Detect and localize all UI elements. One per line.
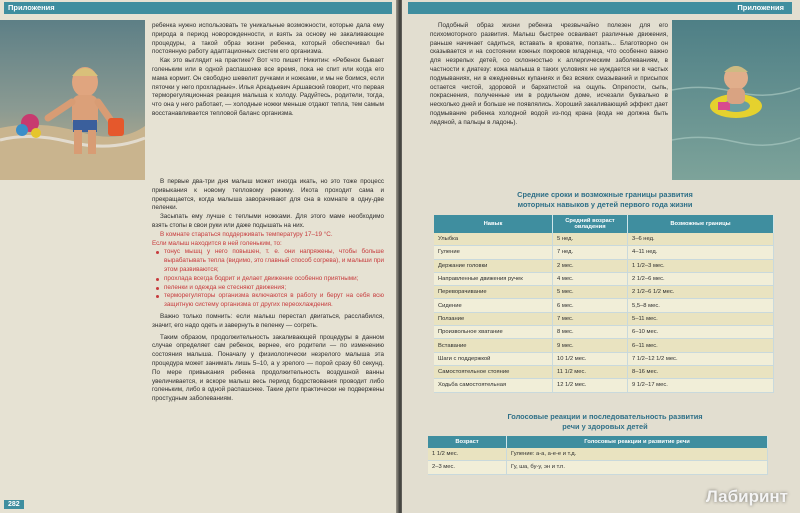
table-cell: 2 1/2–6 1/2 мес. xyxy=(628,286,774,299)
red-note: Если малыш находится в ней голеньким, то: xyxy=(152,239,282,247)
left-page xyxy=(0,0,398,513)
table-cell: Ползание xyxy=(434,312,553,325)
right-text-top xyxy=(430,22,668,128)
table-row xyxy=(434,272,774,285)
table-cell: Направленные движения ручек xyxy=(434,272,553,285)
left-text-middle xyxy=(152,178,384,404)
child-beach-photo xyxy=(0,20,145,180)
table2-body xyxy=(428,448,768,474)
table-cell: Вставание xyxy=(434,339,553,352)
table-cell: 8–16 мес. xyxy=(628,365,774,378)
paragraph: Важно только помнить: если малыш перестал двигаться, расслабился, значит, его надо одеть и завернуть в пеленку — согреть. xyxy=(152,312,384,329)
table-cell: 9 1/2–17 мес. xyxy=(628,379,774,392)
right-page xyxy=(402,0,800,513)
table-cell: 5 мес. xyxy=(553,286,628,299)
column-header: Навык xyxy=(434,215,553,233)
table-row xyxy=(434,365,774,378)
table-cell: 7 нед. xyxy=(553,246,628,259)
child-water-photo xyxy=(672,20,800,180)
table-cell: 3–6 нед. xyxy=(628,233,774,246)
table-row xyxy=(434,312,774,325)
paragraph: Засыпать ему лучше с теплыми ножками. Для этого маме необходимо взять стопы в свои руки или даже подышать на них. xyxy=(152,213,384,229)
paragraph: Таким образом, продолжительность закаливающей процедуры в данном случае определяет сам ребенок, вернее, его родители — по изменению состояния малыша. Поначалу у физиологически незрелого малыша эта процедура может занимать лишь 5–10, а у зрелого — порой сразу 60 секунд. По мере привыкания ребенка продолжительность воздушной ванны увеличивается, и вскоре малыш весь период бодрствования проводит либо голеньким, либо в одной распашонке. Такие дети практически не подвержены простудным заболеваниям. xyxy=(152,333,384,403)
column-header: Голосовые реакции и развитие речи xyxy=(507,436,768,448)
column-header: Возраст xyxy=(428,436,507,448)
table1-body xyxy=(434,233,774,392)
table1-title xyxy=(430,190,780,210)
table2-title-line2: речи у здоровых детей xyxy=(562,422,648,431)
table-row xyxy=(434,299,774,312)
column-header: Возможные границы xyxy=(628,215,774,233)
paragraph: В первые два-три дня малыш может иногда икать, но это тоже процесс привыкания к новому тепловому режиму. Икота проходит сама и прекращается, когда малыша заворачивают для сна в комнате в одну-две пеленки. xyxy=(152,178,384,212)
table-row xyxy=(434,286,774,299)
table-cell: Ходьба самостоятельная xyxy=(434,379,553,392)
table-row xyxy=(434,339,774,352)
table2-title xyxy=(430,412,780,432)
left-text-top xyxy=(152,22,384,119)
bullet-item: терморегуляторы организма включаются в работу и берут на себя всю защитную систему организма от других переохлаждения. xyxy=(152,292,384,310)
table-cell: 7 1/2–12 1/2 мес. xyxy=(628,352,774,365)
table-cell: Переворачивание xyxy=(434,286,553,299)
table-cell: Произвольное хватание xyxy=(434,326,553,339)
table-cell: Шаги с поддержкой xyxy=(434,352,553,365)
table-cell: Самостоятельное стояние xyxy=(434,365,553,378)
table-cell: 5–11 мес. xyxy=(628,312,774,325)
motor-skills-table xyxy=(434,215,774,393)
table-cell: 6–10 мес. xyxy=(628,326,774,339)
table-cell: 2 мес. xyxy=(553,259,628,272)
table-cell: Гуление xyxy=(434,246,553,259)
right-header: Приложения xyxy=(408,2,792,14)
red-note: В комнате стараться поддерживать температуру 17–19 °С. xyxy=(160,230,333,238)
table-cell: 9 мес. xyxy=(553,339,628,352)
table-row xyxy=(434,246,774,259)
table-cell: 8 мес. xyxy=(553,326,628,339)
table-cell: 5,5–8 мес. xyxy=(628,299,774,312)
bullet-item: прохлада всегда бодрит и делает движение особенно приятными; xyxy=(152,275,384,284)
table2-title-line1: Голосовые реакции и последовательность развития xyxy=(507,412,703,421)
bullet-item: пеленки и одежда не стесняют движения; xyxy=(152,284,384,293)
table-row xyxy=(434,233,774,246)
table-header-row xyxy=(434,215,774,233)
table-row xyxy=(428,461,768,474)
table-cell: 4–11 нед. xyxy=(628,246,774,259)
table-cell: 6–11 мес. xyxy=(628,339,774,352)
table-cell: Держание головки xyxy=(434,259,553,272)
table-cell: 1 1/2–3 мес. xyxy=(628,259,774,272)
table-cell: 10 1/2 мес. xyxy=(553,352,628,365)
table-cell: 5 нед. xyxy=(553,233,628,246)
bullet-list xyxy=(152,248,384,310)
column-header: Средний возраст овладения xyxy=(553,215,628,233)
watermark: Лабиринт xyxy=(705,487,788,506)
speech-table xyxy=(428,436,768,475)
page-number: 282 xyxy=(4,500,24,509)
table-cell: 6 мес. xyxy=(553,299,628,312)
table-cell: Улыбка xyxy=(434,233,553,246)
table-cell: Гу, ша, бу-у, эн и т.п. xyxy=(507,461,768,474)
paragraph: Как это выглядит на практике? Вот что пишет Никитин: «Ребенок бывает голеньким или в одной распашонке все время, пока не спит или когда его мама кормит. Он свободно шевелит ручками и ножками, и мы не боимся, если пяточки у него прохладные». Илья Аркадьевич Аршавский говорит, что первая терморегуляционная реакция малыша к холоду. Радуйтесь, родители, тогда, что она у него работает, — холодные ножки меньше отдают тепла, тем самым восстанавливается тепловой баланс организма. xyxy=(152,57,384,117)
table-cell: 7 мес. xyxy=(553,312,628,325)
table-cell: 2–3 мес. xyxy=(428,461,507,474)
table-cell: 12 1/2 мес. xyxy=(553,379,628,392)
table-cell: Сидение xyxy=(434,299,553,312)
table-row xyxy=(434,379,774,392)
table-cell: 4 мес. xyxy=(553,272,628,285)
paragraph: Подобный образ жизни ребенка чрезвычайно полезен для его психомоторного развития. Малыш быстрее осваивает различные движения, раньше начинает садиться, вставать в кроватке, ползать... Благотворно он сказывается и на состоянии кожных покровов младенца, что особенно важно для незрелых детей, со склонностью к аллергическим заболеваниям, в частности к диатезу: кожа малыша в таких условиях не нуждается ни в частых подмываниях, ни в ежедневных купаниях и без всяких смазываний и присыпок остается чистой, здоровой и бархатистой на ощупь. Опрелости, сыпь, покраснения, полученные им в родильном доме, исчезали буквально в несколько дней и больше не появлялись. Хороший закаливающий эффект дает подмывание ребенка холодной водой из-под крана (вода не должна быть ледяной, а пальцы в ладонь). xyxy=(430,22,668,126)
table-cell: Гуление: а-а, а-е-е и т.д. xyxy=(507,448,768,461)
table-row xyxy=(434,259,774,272)
table-row xyxy=(428,448,768,461)
bullet-item: тонус мышц у него повышен, т. е. они напряжены, чтобы больше вырабатывать тепла (видимо, это главный способ согрева), и малыши при этом развиваются; xyxy=(152,248,384,274)
table-row xyxy=(434,326,774,339)
table-cell: 11 1/2 мес. xyxy=(553,365,628,378)
table-header-row xyxy=(428,436,768,448)
table-cell: 2 1/2–6 мес. xyxy=(628,272,774,285)
table1-title-line1: Средние сроки и возможные границы развития xyxy=(517,190,693,199)
table-cell: 1 1/2 мес. xyxy=(428,448,507,461)
table-row xyxy=(434,352,774,365)
paragraph: ребенка нужно использовать те уникальные возможности, которые дала ему природа в период новорожденности, и взять за основу не закаливающие процедуры, а такой образ жизни ребенка, который обеспечивал бы постоянную работу адаптационных систем его организма. xyxy=(152,22,384,56)
left-header: Приложения xyxy=(4,2,392,14)
table1-title-line2: моторных навыков у детей первого года жизни xyxy=(517,200,693,209)
